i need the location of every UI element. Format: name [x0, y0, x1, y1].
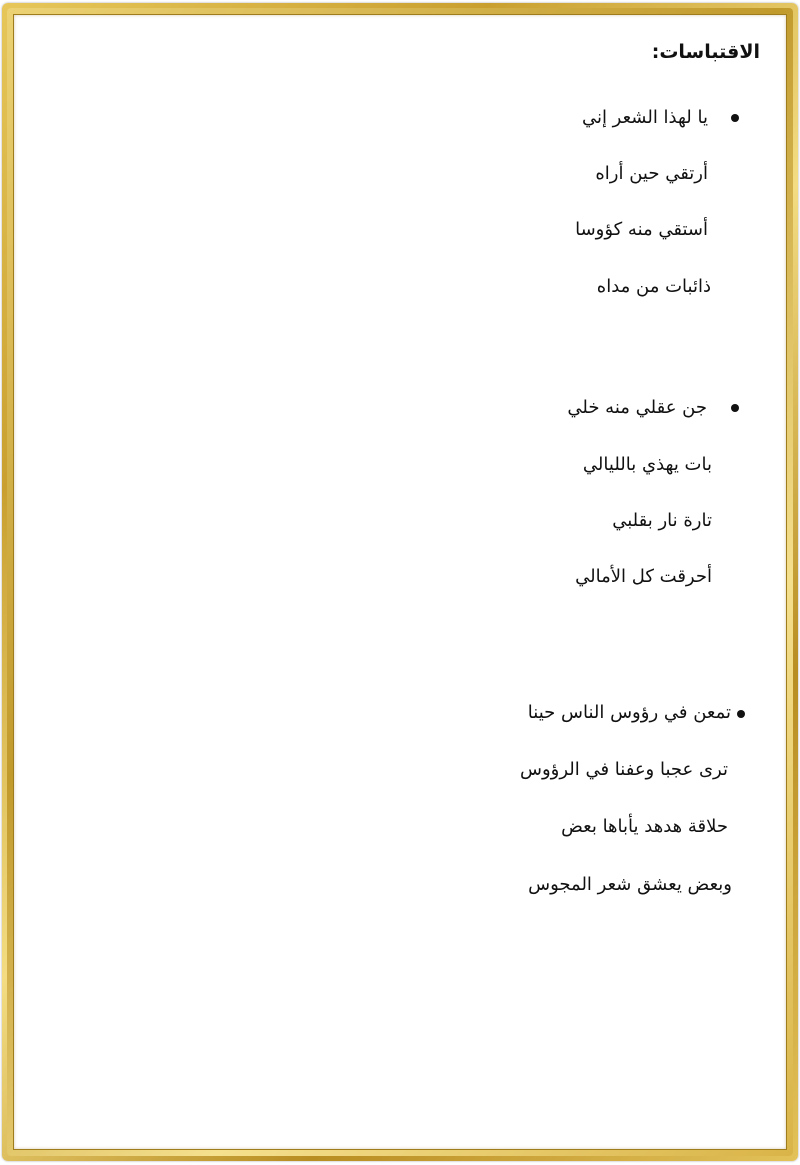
verse-line: تمعن في رؤوس الناس حينا: [527, 702, 731, 723]
verse-line: أرتقي حين أراه: [595, 163, 708, 184]
verse-line: تارة نار بقلبي: [612, 510, 712, 531]
verse-line: أحرقت كل الأمالي: [575, 566, 712, 587]
bullet-icon: [737, 710, 745, 718]
verse-line: ترى عجبا وعفنا في الرؤوس: [519, 759, 728, 780]
verse-line: جن عقلي منه خلي: [567, 397, 707, 418]
verse-line: يا لهذا الشعر إني: [581, 107, 708, 128]
verse-line: بات يهذي بالليالي: [582, 454, 712, 475]
bullet-icon: [731, 114, 739, 122]
verse-line: أستقي منه كؤوسا: [575, 219, 708, 240]
bullet-icon: [731, 404, 739, 412]
verse-line: وبعض يعشق شعر المجوس: [528, 874, 732, 895]
page-title: الاقتباسات:: [651, 41, 760, 63]
verse-line: حلاقة هدهد يأباها بعض: [561, 816, 728, 837]
verse-line: ذائبات من مداه: [596, 276, 711, 297]
